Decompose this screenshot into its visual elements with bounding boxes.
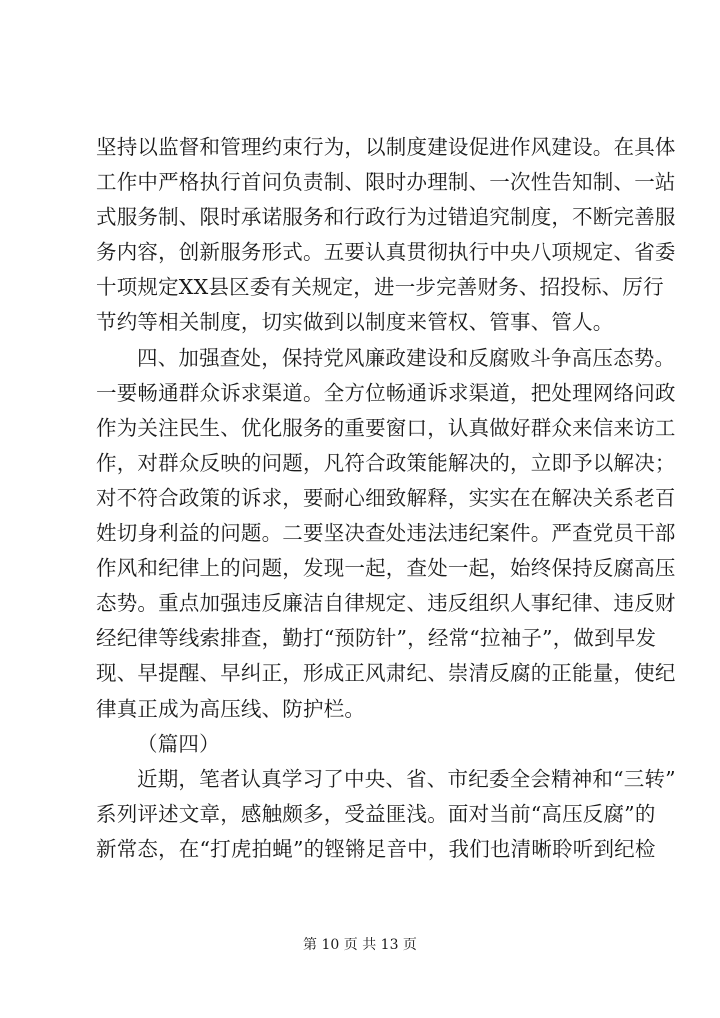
text-line: 务内容，创新服务形式。五要认真贯彻执行中央八项规定、省委	[96, 240, 676, 265]
chapter-label: （篇四）	[137, 731, 220, 756]
text-line: 姓切身利益的问题。二要坚决查处违法违纪案件。严查党员干部	[96, 521, 676, 546]
page-number-label: 第 10 页 共 13 页	[303, 937, 417, 953]
text-line: 近期，笔者认真学习了中央、省、市纪委全会精神和“三转”	[137, 766, 676, 791]
text-line: 十项规定XX县区委有关规定，进一步完善财务、招投标、厉行	[96, 275, 664, 300]
section-heading-line: 四、加强查处，保持党风廉政建设和反腐败斗争高压态势。	[137, 345, 676, 370]
text-line: 律真正成为高压线、防护栏。	[96, 696, 366, 721]
text-line: 系列评述文章，感触颇多，受益匪浅。面对当前“高压反腐”的	[96, 801, 656, 826]
text-line: 现、早提醒、早纠正，形成正风肃纪、崇清反腐的正能量，使纪	[96, 661, 676, 686]
text-line: 工作中严格执行首问负责制、限时办理制、一次性告知制、一站	[96, 170, 676, 195]
page-footer	[0, 934, 720, 954]
text-line: 作为关注民生、优化服务的重要窗口，认真做好群众来信来访工	[96, 415, 676, 440]
text-line: 经纪律等线索排查，勤打“预防针”，经常“拉袖子”，做到早发	[96, 626, 657, 651]
text-line: 态势。重点加强违反廉洁自律规定、违反组织人事纪律、违反财	[96, 591, 676, 616]
text-line: 式服务制、限时承诺服务和行政行为过错追究制度，不断完善服	[96, 205, 676, 230]
text-line: 对不符合政策的诉求，要耐心细致解释，实实在在解决关系老百	[96, 485, 676, 510]
text-line: 坚持以监督和管理约束行为，以制度建设促进作风建设。在具体	[96, 135, 676, 159]
body-text	[96, 130, 676, 867]
text-line: 新常态，在“打虎拍蝇”的铿锵足音中，我们也清晰聆听到纪检	[96, 836, 656, 861]
text-line: 作，对群众反映的问题，凡符合政策能解决的，立即予以解决；	[96, 450, 676, 475]
text-line: 作风和纪律上的问题，发现一起，查处一起，始终保持反腐高压	[96, 556, 676, 581]
text-line: 一要畅通群众诉求渠道。全方位畅通诉求渠道，把处理网络问政	[96, 380, 676, 405]
text-line: 节约等相关制度，切实做到以制度来管权、管事、管人。	[96, 310, 614, 335]
